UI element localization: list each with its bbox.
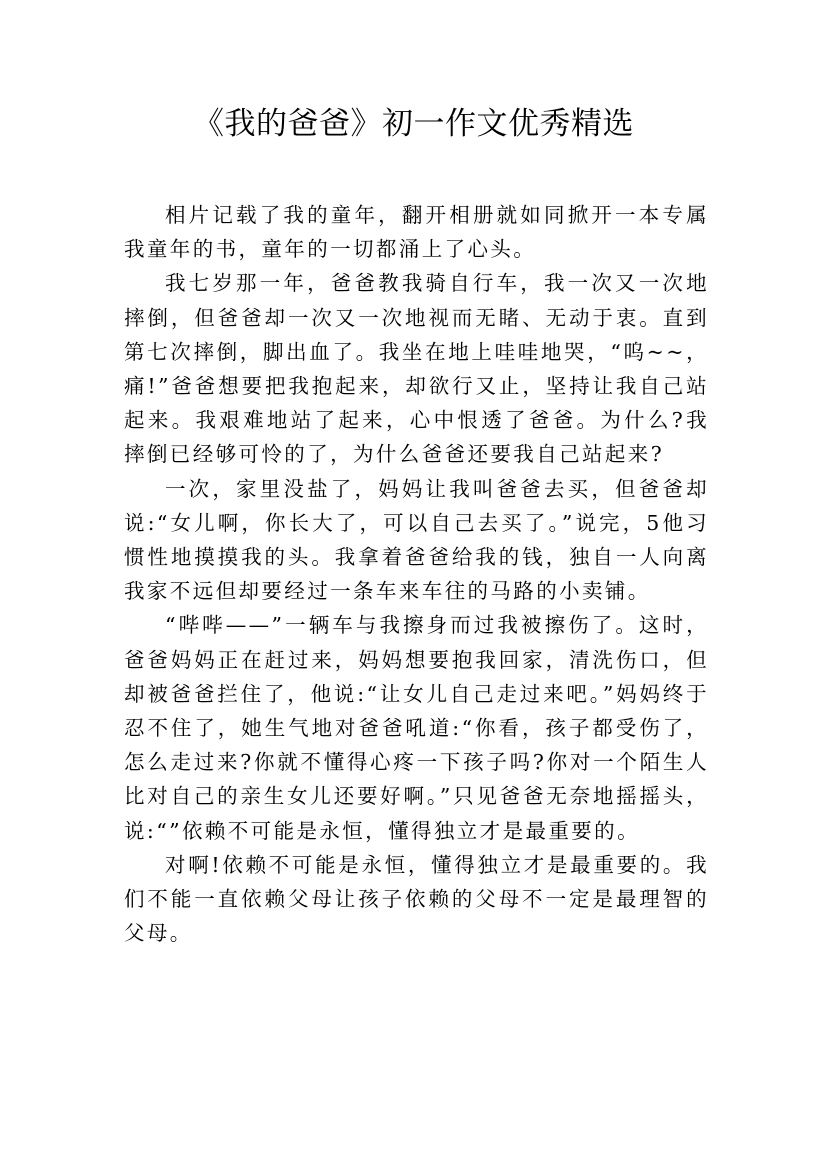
paragraph-5: 对啊!依赖不可能是永恒，懂得独立才是最重要的。我们不能一直依赖父母让孩子依赖的父母不一定是最理智的父母。 [124,852,709,946]
paragraph-1: 相片记载了我的童年，翻开相册就如同掀开一本专属我童年的书，童年的一切都涌上了心头。 [124,203,709,262]
document-title: 《我的爸爸》初一作文优秀精选 [193,106,634,142]
paragraph-4: “哔哔——”一辆车与我擦身而过我被擦伤了。这时，爸爸妈妈正在赶过来，妈妈想要抱我回家，清洗伤口，但却被爸爸拦住了，他说:“让女儿自己走过来吧。”妈妈终于忍不住了，她生气地对爸爸吼道:“你看，孩子都受伤了，怎么走过来?你就不懂得心疼一下孩子吗?你对一个陌生人比对自己的亲生女儿还要好啊。”只见爸爸无奈地摇摇头，说:“”依赖不可能是永恒，懂得独立才是最重要的。 [124,613,709,843]
paragraph-2: 我七岁那一年，爸爸教我骑自行车，我一次又一次地摔倒，但爸爸却一次又一次地视而无睹、无动于衷。直到第七次摔倒，脚出血了。我坐在地上哇哇地哭，“呜~~，痛!”爸爸想要把我抱起来，却欲行又止，坚持让我自己站起来。我艰难地站了起来，心中恨透了爸爸。为什么?我摔倒已经够可怜的了，为什么爸爸还要我自己站起来? [124,271,709,467]
paragraph-3: 一次，家里没盐了，妈妈让我叫爸爸去买，但爸爸却说:“女儿啊，你长大了，可以自己去买了。”说完，5他习惯性地摸摸我的头。我拿着爸爸给我的钱，独自一人向离我家不远但却要经过一条车来车往的马路的小卖铺。 [124,476,709,604]
document-body [124,198,709,950]
